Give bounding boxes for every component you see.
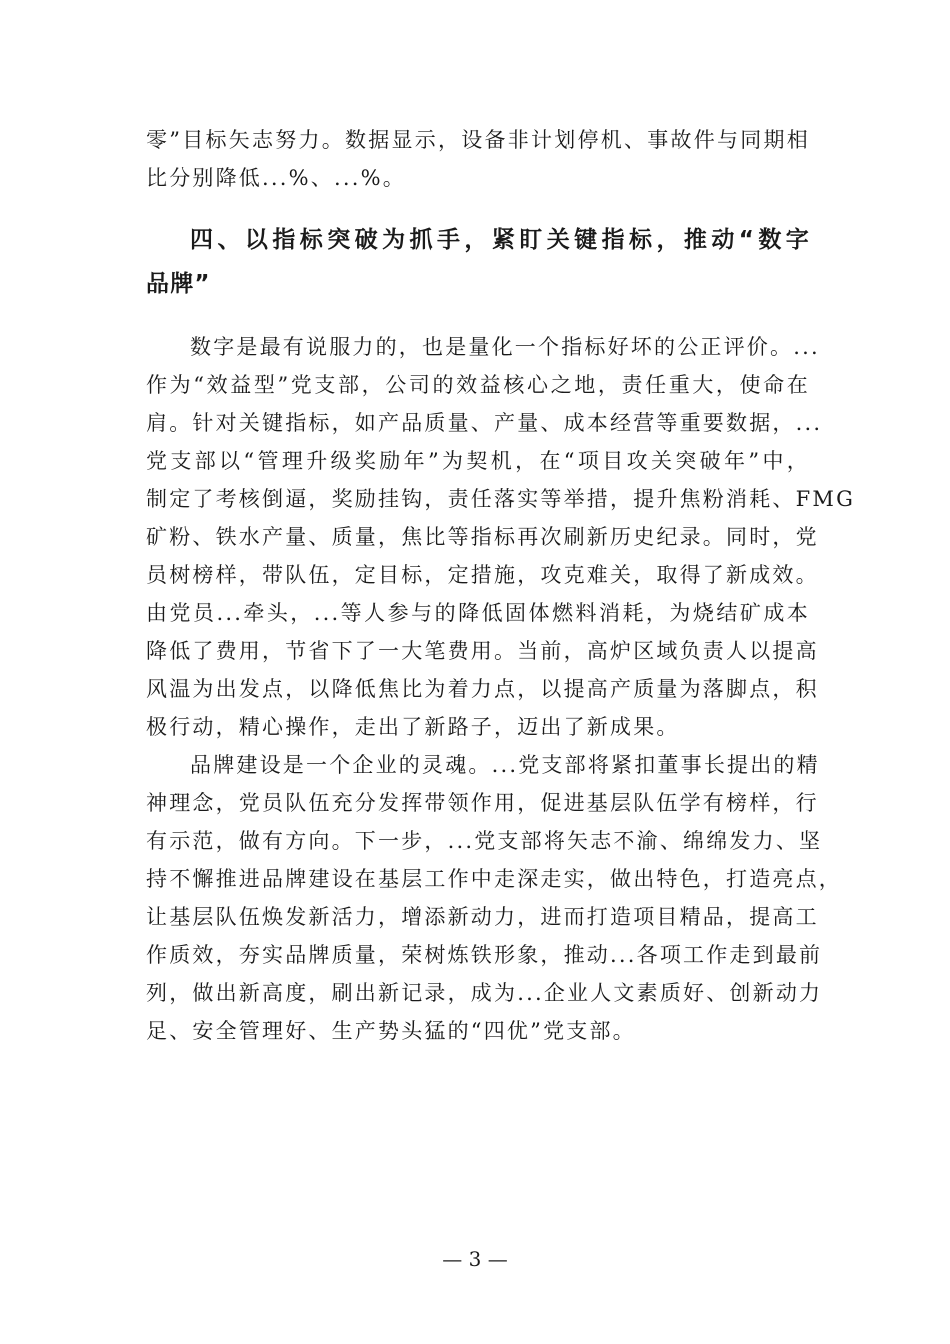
paragraph-line: 品牌建设是一个企业的灵魂。...党支部将紧扣董事长提出的精 [190, 753, 820, 777]
paragraph-line: 有示范，做有方向。下一步，...党支部将矢志不渝、绵绵发力、坚 [146, 829, 823, 853]
paragraph-line: 神理念，党员队伍充分发挥带领作用，促进基层队伍学有榜样，行 [146, 791, 819, 815]
section-heading-continuation: 品牌” [146, 271, 211, 297]
paragraph-line: 降低了费用，节省下了一大笔费用。当前，高炉区域负责人以提高 [146, 639, 819, 663]
paragraph-line: 制定了考核倒逼，奖励挂钩，责任落实等举措，提升焦粉消耗、FMG [146, 487, 856, 511]
paragraph-line: 作为“效益型”党支部，公司的效益核心之地，责任重大，使命在 [146, 373, 810, 397]
section-heading: 四、以指标突破为抓手，紧盯关键指标，推动“数字 [190, 227, 810, 253]
paragraph-line: 极行动，精心操作，走出了新路子，迈出了新成果。 [146, 715, 680, 739]
paragraph-line: 肩。针对关键指标，如产品质量、产量、成本经营等重要数据，... [146, 411, 823, 435]
paragraph-line: 由党员...牵头，...等人参与的降低固体燃料消耗，为烧结矿成本 [146, 601, 810, 625]
paragraph-line: 持不懈推进品牌建设在基层工作中走深走实，做出特色，打造亮点， [146, 867, 842, 891]
paragraph-line: 矿粉、铁水产量、质量，焦比等指标再次刷新历史纪录。同时，党 [146, 525, 819, 549]
paragraph-line: 党支部以“管理升级奖励年”为契机，在“项目攻关突破年”中， [146, 449, 810, 473]
body-text-line: 比分别降低...%、...%。 [146, 166, 406, 190]
paragraph-line: 数字是最有说服力的，也是量化一个指标好坏的公正评价。... [190, 335, 820, 359]
paragraph-line: 让基层队伍焕发新活力，增添新动力，进而打造项目精品，提高工 [146, 905, 819, 929]
paragraph-line: 员树榜样，带队伍，定目标，定措施，攻克难关，取得了新成效。 [146, 563, 819, 587]
paragraph-line: 作质效，夯实品牌质量，荣树炼铁形象，推动...各项工作走到最前 [146, 943, 823, 967]
paragraph-line: 风温为出发点，以降低焦比为着力点，以提高产质量为落脚点，积 [146, 677, 819, 701]
paragraph-line: 列，做出新高度，刷出新记录，成为...企业人文素质好、创新动力 [146, 981, 823, 1005]
body-text-line: 零”目标矢志努力。数据显示，设备非计划停机、事故件与同期相 [146, 128, 810, 152]
paragraph-line: 足、安全管理好、生产势头猛的“四优”党支部。 [146, 1019, 636, 1043]
page-number: — 3 — [442, 1247, 508, 1271]
